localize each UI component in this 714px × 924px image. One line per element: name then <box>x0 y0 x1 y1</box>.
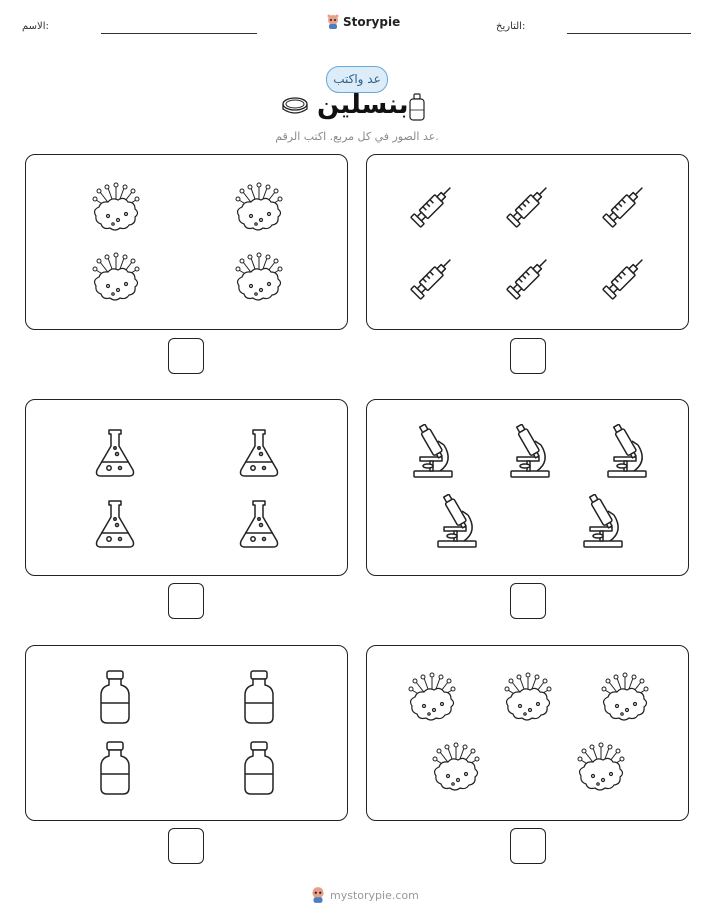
microscope-icon <box>600 424 656 480</box>
virus-icon <box>88 250 144 306</box>
name-label: الاسم: <box>22 21 49 32</box>
microscope-icon <box>503 424 559 480</box>
flask-icon <box>87 495 143 551</box>
instruction-text: عد الصور في كل مربع. اكتب الرقم. <box>275 130 439 143</box>
syringe-icon <box>404 178 460 234</box>
syringe-icon <box>404 250 460 306</box>
storypie-mascot-icon <box>326 14 340 30</box>
virus-icon <box>500 670 556 726</box>
bottle-icon <box>87 669 143 725</box>
virus-icon <box>231 250 287 306</box>
page-title: بنسلين <box>317 90 409 120</box>
bottle-icon <box>87 740 143 796</box>
syringe-icon <box>500 178 556 234</box>
panel-viruses-top <box>25 154 348 330</box>
answer-box-microscopes[interactable] <box>510 583 546 619</box>
vial-icon <box>407 92 427 122</box>
virus-icon <box>597 670 653 726</box>
panel-bottles <box>25 645 348 821</box>
virus-icon <box>428 740 484 796</box>
virus-icon <box>404 670 460 726</box>
answer-box-flasks[interactable] <box>168 583 204 619</box>
petri-dish-icon <box>281 94 309 118</box>
footer <box>310 886 419 904</box>
footer-url[interactable]: mystorypie.com <box>330 888 419 902</box>
date-line[interactable] <box>567 33 691 34</box>
syringe-icon <box>500 250 556 306</box>
answer-box-syringes[interactable] <box>510 338 546 374</box>
panel-flasks <box>25 399 348 576</box>
bottle-icon <box>231 669 287 725</box>
answer-box-bottles[interactable] <box>168 828 204 864</box>
bottle-icon <box>231 740 287 796</box>
flask-icon <box>87 424 143 480</box>
brand-logo <box>326 14 400 30</box>
syringe-icon <box>596 250 652 306</box>
activity-badge: عد واكتب <box>326 66 388 93</box>
answer-box-viruses-top[interactable] <box>168 338 204 374</box>
name-line[interactable] <box>101 33 257 34</box>
microscope-icon <box>576 494 632 550</box>
microscope-icon <box>406 424 462 480</box>
answer-box-viruses-bottom[interactable] <box>510 828 546 864</box>
brand-name: Storypie <box>343 15 401 29</box>
virus-icon <box>573 740 629 796</box>
virus-icon <box>231 180 287 236</box>
virus-icon <box>88 180 144 236</box>
flask-icon <box>231 495 287 551</box>
flask-icon <box>231 424 287 480</box>
date-label: التاريخ: <box>496 21 526 32</box>
syringe-icon <box>596 178 652 234</box>
microscope-icon <box>430 494 486 550</box>
storypie-mascot-icon <box>310 886 326 904</box>
